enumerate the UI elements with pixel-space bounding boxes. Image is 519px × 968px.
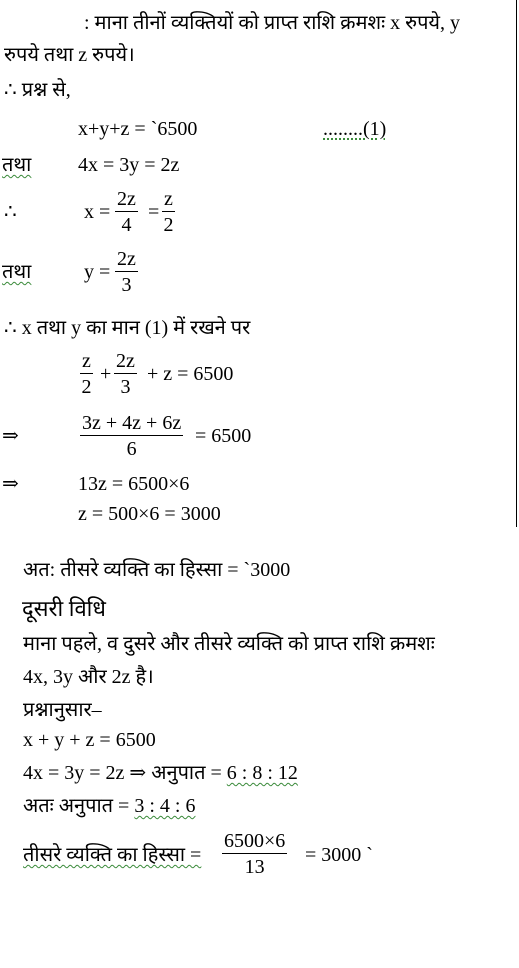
sub-fraction-1-den: 2	[81, 376, 92, 398]
eq-13z: 13z = 6500×6	[78, 473, 190, 495]
combined-rest: = 6500	[195, 425, 252, 447]
substitution-line: ∴ x तथा y का मान (1) में रखने पर	[4, 317, 251, 339]
sub-fraction-1-num: z	[82, 350, 91, 372]
equation-1: x+y+z = `6500	[78, 118, 198, 140]
ratio-prefix-2: अतः अनुपात =	[23, 795, 135, 817]
ratio-prefix: 4x = 3y = 2z ⇒ अनुपात =	[23, 762, 227, 784]
sub-plus: +	[100, 363, 112, 385]
equation-1-ref: ........(1)	[323, 118, 387, 140]
final-fraction	[222, 831, 287, 877]
x-fraction-1-den: 4	[121, 214, 132, 236]
y-fraction-den: 3	[121, 274, 132, 296]
method2-line-4: x + y + z = 6500	[23, 729, 156, 751]
final-num: 6500×6	[224, 830, 286, 852]
method2-line-2: 4x, 3y और 2z है।	[23, 666, 154, 688]
intro-line-2: रुपये तथा z रुपये।	[4, 44, 135, 66]
x-fraction-1	[115, 189, 138, 235]
tatha-label-1: तथा	[2, 154, 32, 176]
final-label: तीसरे व्यक्ति का हिस्सा =	[23, 844, 202, 866]
method2-line-6	[23, 796, 195, 816]
x-fraction-2	[162, 189, 175, 235]
y-lhs: y =	[84, 261, 111, 283]
sub-rest: + z = 6500	[147, 363, 234, 385]
ratio-value-2: 3 : 4 : 6	[134, 795, 196, 817]
x-fraction-2-den: 2	[163, 214, 174, 236]
tatha-label-2: तथा	[2, 261, 32, 283]
method2-line-3: प्रश्नानुसार–	[23, 699, 102, 721]
equation-2: 4x = 3y = 2z	[78, 154, 180, 176]
therefore-symbol: ∴	[4, 201, 17, 223]
sub-fraction-2-den: 3	[120, 376, 131, 398]
implies-2: ⇒	[2, 473, 19, 495]
final-den: 13	[244, 856, 265, 878]
x-fraction-1-num: 2z	[117, 188, 136, 210]
eq-z: z = 500×6 = 3000	[78, 503, 221, 525]
method2-line-5	[23, 763, 298, 783]
intro-line-1: : माना तीनों व्यक्तियों को प्राप्त राशि क्रमशः x रुपये, y	[84, 12, 461, 34]
implies-1: ⇒	[2, 425, 19, 447]
combined-den: 6	[126, 438, 137, 460]
conclusion-line: अत: तीसरे व्यक्ति का हिस्सा = `3000	[23, 559, 291, 581]
combined-num: 3z + 4z + 6z	[82, 412, 182, 434]
method2-line-1: माना पहले, व दुसरे और तीसरे व्यक्ति को प्राप्त राशि क्रमशः	[23, 633, 435, 655]
y-fraction-num: 2z	[117, 248, 136, 270]
y-fraction	[115, 249, 138, 295]
ratio-value-1: 6 : 8 : 12	[226, 762, 298, 784]
therefore-line: ∴ प्रश्न से,	[4, 79, 71, 101]
combined-fraction	[80, 413, 183, 459]
x-equals: =	[148, 201, 160, 223]
sub-fraction-1	[80, 351, 93, 397]
second-method-heading: दूसरी विधि	[22, 596, 106, 621]
x-lhs: x =	[84, 201, 111, 223]
x-fraction-2-num: z	[164, 188, 173, 210]
right-border-line	[516, 0, 517, 527]
sub-fraction-2	[114, 351, 137, 397]
sub-fraction-2-num: 2z	[116, 350, 135, 372]
final-rest: = 3000 `	[305, 844, 373, 866]
